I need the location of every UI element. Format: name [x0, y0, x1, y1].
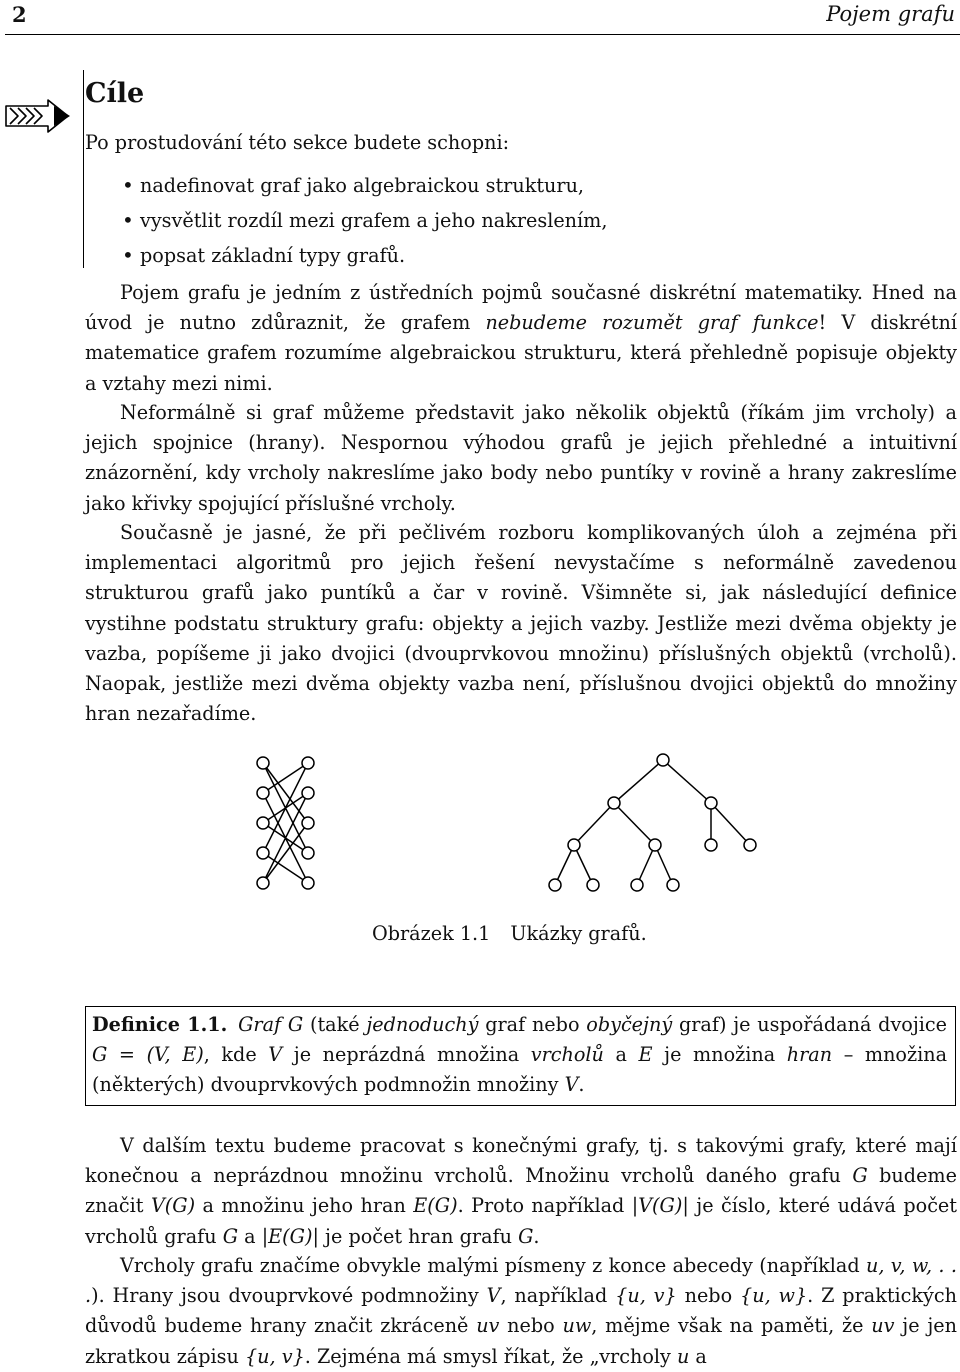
pointing-hand-arrow-icon: [2, 88, 80, 146]
aims-intro: Po prostudování této sekce budete schopni:: [85, 131, 510, 154]
tree-vertex: [667, 879, 679, 891]
graph-vertex: [257, 817, 269, 829]
tree-vertex: [631, 879, 643, 891]
tree-vertex: [649, 839, 661, 851]
tree-vertex: [568, 839, 580, 851]
figure-caption: [372, 922, 667, 945]
running-title: Pojem grafu: [826, 2, 955, 26]
graph-vertex: [302, 817, 314, 829]
example-graphs-figure: [230, 748, 790, 898]
page-number: 2: [12, 2, 27, 27]
tree-vertex: [549, 879, 561, 891]
paragraph-informal: Neformálně si graf můžeme představit jako několik objektů (říkám jim vrcholy) a jejich spojnice (hrany). Nespornou výhodou grafů je jejich přehledné a intuitivní znázornění, kdy vrcholy nakreslíme jako body nebo puntíky v rovině a hrany zakreslíme jako křivky spojující příslušné vrcholy.: [85, 401, 957, 515]
figure-caption-text: Ukázky grafů.: [510, 922, 647, 945]
tree-vertex: [587, 879, 599, 891]
tree-edge: [663, 760, 711, 803]
aims-rule: [83, 70, 84, 268]
tree-edge: [614, 803, 655, 845]
list-item: • popsat základní typy grafů.: [122, 238, 607, 273]
tree-vertex: [744, 839, 756, 851]
tree-vertex: [608, 797, 620, 809]
tree-edge: [614, 760, 663, 803]
list-item: • vysvětlit rozdíl mezi grafem a jeho nakreslením,: [122, 203, 607, 238]
emphasis: nebudeme rozumět graf funkce: [485, 311, 819, 335]
goal-list: [122, 168, 607, 273]
tree-vertex: [705, 839, 717, 851]
paragraph-intro: Pojem grafu je jedním z ústředních pojmů současné diskrétní matematiky. Hned na úvod je nutno zdůraznit, že grafem nebudeme rozumět graf funkce! V diskrétní matematice grafem rozumíme algebraickou strukturu, která přehledně popisuje objekty a vztahy mezi nimi.: [85, 281, 957, 395]
graph-vertex: [257, 757, 269, 769]
figure-label: Obrázek 1.1: [372, 922, 491, 945]
graph-vertex: [257, 787, 269, 799]
graph-vertex: [257, 847, 269, 859]
definition-label: Definice 1.1.: [92, 1013, 228, 1036]
definition-box: Definice 1.1. Graf G (také jednoduchý graf nebo obyčejný graf) je uspořádaná dvojice G = (V, E), kde V je neprázdná množina vrcholů a E je množina hran – množina (některých) dvouprvkových podmnožin množiny V.: [85, 1006, 956, 1106]
list-item: • nadefinovat graf jako algebraickou strukturu,: [122, 168, 607, 203]
header-rule: [5, 34, 960, 35]
graph-vertex: [302, 787, 314, 799]
tree-vertex: [705, 797, 717, 809]
tree-vertex: [657, 754, 669, 766]
tree-edge: [711, 803, 750, 845]
paragraph-formal: Současně je jasné, že při pečlivém rozboru komplikovaných úloh a zejména při implementaci algoritmů pro jejich řešení nevystačíme s neformálně zavedenou strukturou grafů jako puntíků a čar v rovině. Všimněte si, jak následující definice vystihne podstatu struktury grafu: objekty a jejich vazby. Jestliže mezi dvěma objekty je vazba, popíšeme ji jako dvojici (dvouprvkovou množinu) příslušných objektů (vrcholů). Naopak, jestliže mezi dvěma objekty vazba není, příslušnou dvojici objektů do množiny hran nezařadíme.: [85, 521, 957, 726]
tree-edge: [574, 803, 614, 845]
graph-vertex: [302, 847, 314, 859]
paragraph-finite-graphs: V dalším textu budeme pracovat s konečnými grafy, tj. s takovými grafy, které mají konečnou a neprázdnou množinu vrcholů. Množinu vrcholů daného grafu G budeme značit V(G) a množinu jeho hran E(G). Proto například |V(G)| je číslo, které udává počet vrcholů grafu G a |E(G)| je počet hran grafu G.: [85, 1134, 957, 1248]
aims-heading: Cíle: [85, 78, 145, 109]
graph-vertex: [302, 877, 314, 889]
graph-vertex: [257, 877, 269, 889]
paragraph-vertex-notation: Vrcholy grafu značíme obvykle malými písmeny z konce abecedy (například u, v, w, . . .). Hrany jsou dvouprvkové podmnožiny V, například {u, v} nebo {u, w}. Z praktických důvodů budeme hrany značit zkráceně uv nebo uw, mějme však na paměti, že uv je jen zkratkou zápisu {u, v}. Zejména má smysl říkat, že „vrcholy u a: [85, 1254, 957, 1368]
graph-vertex: [302, 757, 314, 769]
